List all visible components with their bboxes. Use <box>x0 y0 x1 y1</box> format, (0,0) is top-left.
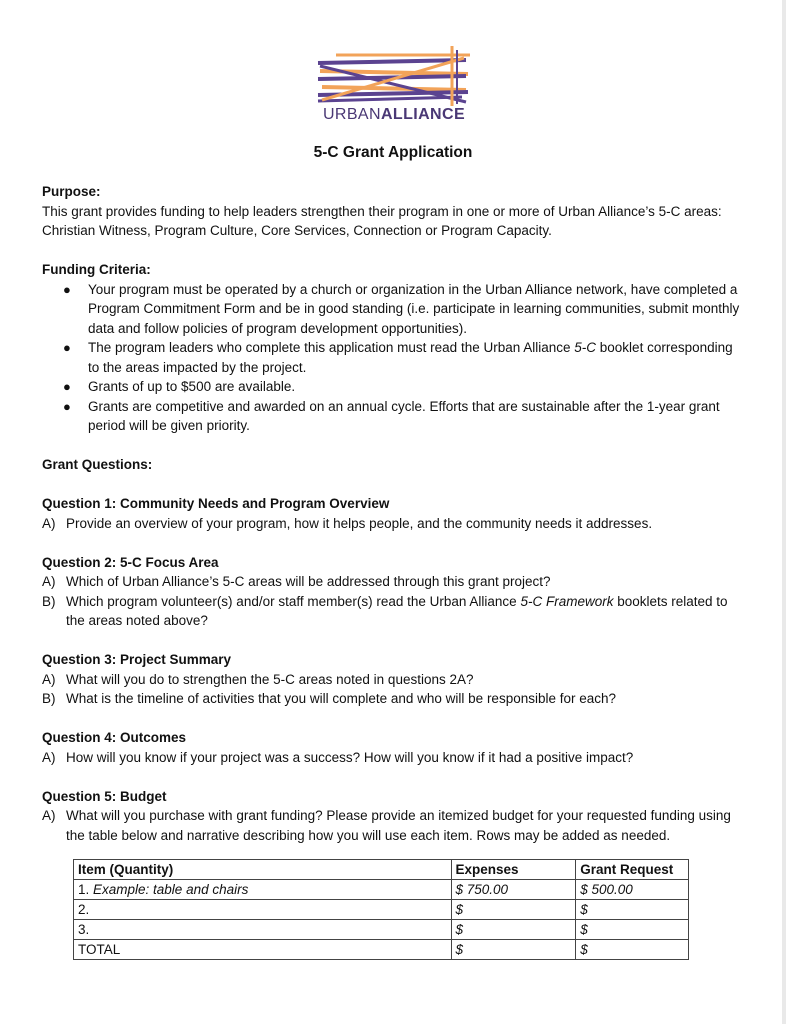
cell-grant-request[interactable]: $ <box>576 920 689 940</box>
table-header-row <box>74 860 689 880</box>
cell-grant-request[interactable]: $ 500.00 <box>576 880 689 900</box>
list-item: ● Your program must be operated by a church or organization in the Urban Alliance network, have completed a Program Commitment Form and be in good standing (i.e. participate in learning communities, submit monthly data and follow policies of program development opportunities). <box>63 281 740 336</box>
header-grant-request: Grant Request <box>576 860 689 880</box>
cell-item: TOTAL <box>74 940 452 960</box>
cell-item[interactable]: 2. <box>74 900 452 920</box>
document-title: 5-C Grant Application <box>313 144 473 161</box>
bullet-icon: ● <box>63 398 71 414</box>
cell-expenses[interactable]: $ <box>451 940 576 960</box>
question-2a: A) Which of Urban Alliance’s 5-C areas will be addressed through this grant project? <box>42 574 551 589</box>
question-1a: A) Provide an overview of your program, how it helps people, and the community needs it addresses. <box>42 515 653 531</box>
funding-criteria-heading: Funding Criteria: <box>42 262 151 277</box>
header-expenses: Expenses <box>451 860 576 880</box>
logo-text-alliance: ALLIANCE <box>380 106 466 123</box>
bullet-icon: ● <box>63 379 71 394</box>
cell-expenses[interactable]: $ 750.00 <box>451 880 576 900</box>
question-3-heading: Question 3: Project Summary <box>42 652 232 667</box>
budget-table <box>73 859 689 960</box>
cell-item[interactable]: 3. <box>74 920 452 940</box>
logo-text-urban: URBAN <box>322 106 381 123</box>
cell-expenses[interactable]: $ <box>451 920 576 940</box>
cell-expenses[interactable]: $ <box>451 900 576 920</box>
cell-grant-request[interactable]: $ <box>576 940 689 960</box>
cell-grant-request[interactable]: $ <box>576 900 689 920</box>
question-1-heading: Question 1: Community Needs and Program Overview <box>42 496 390 511</box>
bullet-icon: ● <box>63 281 71 297</box>
woven-lines-icon <box>316 46 472 106</box>
question-5a: A) What will you purchase with grant funding? Please provide an itemized budget for your requested funding using the table below and narrative describing how you will use each item. Rows may be added as needed. <box>42 808 731 843</box>
question-3b: B) What is the timeline of activities that you will complete and who will be responsible for each? <box>42 691 617 706</box>
table-row <box>74 920 689 940</box>
question-4-heading: Question 4: Outcomes <box>42 730 187 745</box>
question-2b: B) Which program volunteer(s) and/or staff member(s) read the Urban Alliance 5-C Framework booklets related to the areas noted above? <box>42 593 728 628</box>
question-4a: A) How will you know if your project was a success? How will you know if it had a positive impact? <box>42 749 634 765</box>
cell-item[interactable]: 1. Example: table and chairs <box>74 880 452 900</box>
bullet-icon: ● <box>63 340 71 355</box>
logo-wordmark <box>316 106 472 124</box>
table-row <box>74 900 689 920</box>
grant-questions-heading: Grant Questions: <box>42 457 153 472</box>
table-row-total <box>74 940 689 960</box>
table-row <box>74 880 689 900</box>
list-item: ● Grants are competitive and awarded on an annual cycle. Efforts that are sustainable after the 1-year grant period will be given priority. <box>63 398 720 433</box>
header-item: Item (Quantity) <box>74 860 452 880</box>
question-3a: A) What will you do to strengthen the 5-C areas noted in questions 2A? <box>42 671 474 687</box>
purpose-text: This grant provides funding to help leaders strengthen their program in one or more of Urban Alliance’s 5-C areas: Christian Witness, Program Culture, Core Services, Connection or Program Capacity. <box>42 203 722 238</box>
question-5-heading: Question 5: Budget <box>42 788 167 804</box>
document-body <box>42 182 747 845</box>
question-2-heading: Question 2: 5-C Focus Area <box>42 554 219 570</box>
list-item: ● Grants of up to $500 are available. <box>42 377 747 397</box>
urban-alliance-logo <box>316 46 472 128</box>
purpose-heading: Purpose: <box>42 184 101 199</box>
list-item: ● The program leaders who complete this application must read the Urban Alliance 5-C booklet corresponding to the areas impacted by the project. <box>63 340 733 375</box>
funding-criteria-list <box>42 280 747 436</box>
